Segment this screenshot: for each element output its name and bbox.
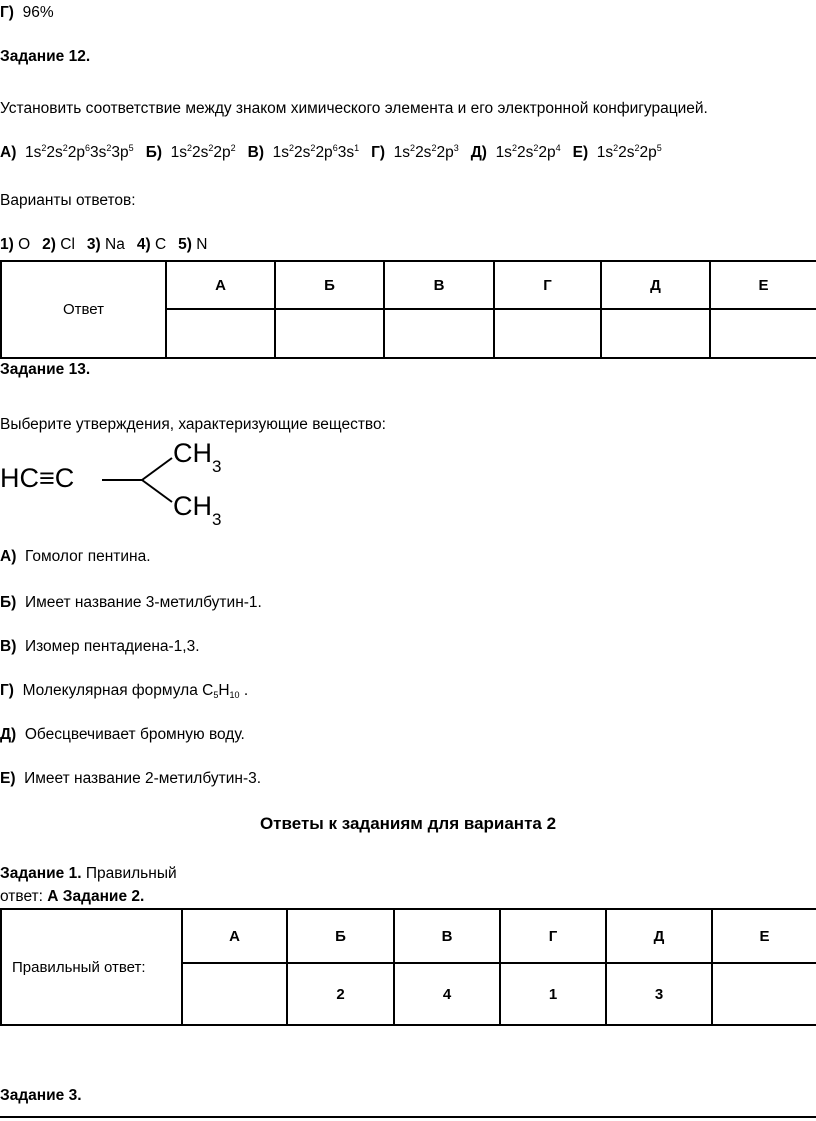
task-12-table-value-cell[interactable]	[384, 309, 494, 358]
task-1-answer: А	[47, 888, 59, 905]
answer-table-header-cell: Б	[287, 909, 394, 963]
task-1-text: Правильный	[85, 865, 177, 882]
answer-table-header-cell: Г	[500, 909, 606, 963]
variant-item: 4) C	[136, 236, 167, 253]
configuration-option: Б) $1s^22s^22p^2$	[145, 143, 236, 161]
formula-lower-methyl: $CH_3$	[173, 491, 222, 529]
statement-item: Г) Молекулярная формула $C_5H_{10}$ .	[0, 682, 249, 700]
task-12-table-header-cell: А	[166, 261, 275, 309]
answer-task-2-table	[0, 908, 816, 1026]
task-3-title: Задание 3.	[0, 1087, 82, 1104]
task-2-title: Задание 2.	[62, 888, 145, 905]
answer-table-header-cell: А	[182, 909, 287, 963]
statement-item: А) Гомолог пентина.	[0, 548, 151, 565]
answer-value: 96%	[22, 4, 54, 21]
task-1-title: Задание 1.	[0, 865, 82, 882]
statement-item: Б) Имеет название 3-метилбутин-1.	[0, 594, 262, 611]
task-12-title: Задание 12.	[0, 48, 91, 65]
task-12-answer-table	[0, 260, 816, 359]
answer-table-value-cell[interactable]: 1	[500, 963, 606, 1025]
answer-table-value-cell[interactable]	[712, 963, 816, 1025]
answer-table-value-cell[interactable]: 2	[287, 963, 394, 1025]
task-12-table-value-cell[interactable]	[601, 309, 710, 358]
task-12-table-header-cell: Г	[494, 261, 601, 309]
variant-item: 5) N	[178, 236, 208, 253]
answer-task-1-line-2	[0, 888, 144, 906]
variants-list	[0, 236, 219, 254]
answer-table-header-cell: Д	[606, 909, 712, 963]
task-12-table-header-cell: Д	[601, 261, 710, 309]
variants-label: Варианты ответов:	[0, 192, 136, 209]
structural-formula	[0, 436, 260, 529]
configuration-option: В) $1s^22s^22p^63s^1$	[247, 143, 360, 161]
task-12-table-header-cell: Б	[275, 261, 384, 309]
answer-label: Ответ	[1, 261, 166, 358]
configuration-option: Е) $1s^22s^22p^5$	[572, 143, 662, 161]
previous-answer-line	[0, 4, 54, 22]
task-12-table-value-cell[interactable]	[166, 309, 275, 358]
configuration-option: А) $1s^22s^22p^63s^23p^5$	[0, 143, 134, 161]
electron-configurations	[0, 144, 674, 162]
formula-main: HC≡C	[0, 463, 75, 493]
answer-table-header-cell: В	[394, 909, 500, 963]
answer-table-header-cell: Е	[712, 909, 816, 963]
variant-item: 1) O	[0, 236, 31, 253]
variant-item: 3) Na	[86, 236, 125, 253]
correct-answer-label: Правильный ответ:	[1, 909, 182, 1025]
statement-item: Е) Имеет название 2-метилбутин-3.	[0, 770, 262, 787]
answers-heading: Ответы к заданиям для варианта 2	[259, 814, 557, 833]
task-12-table-value-cell[interactable]	[710, 309, 816, 358]
answer-table-value-cell[interactable]: 4	[394, 963, 500, 1025]
task-12-table-value-cell[interactable]	[275, 309, 384, 358]
task-12-instruction: Установить соответствие между знаком химического элемента и его электронной конфигурацией.	[0, 100, 708, 117]
answer-table-value-cell[interactable]	[182, 963, 287, 1025]
configuration-option: Г) $1s^22s^22p^3$	[371, 143, 459, 161]
task-1-prefix: ответ:	[0, 888, 43, 905]
task-13-title: Задание 13.	[0, 361, 91, 378]
configuration-option: Д) $1s^22s^22p^4$	[470, 143, 561, 161]
statement-item: В) Изомер пентадиена-1,3.	[0, 638, 200, 655]
bottom-divider	[0, 1116, 816, 1118]
answer-task-1-line	[0, 865, 177, 883]
variant-item: 2) Cl	[42, 236, 75, 253]
statement-item: Д) Обесцвечивает бромную воду.	[0, 726, 245, 743]
formula-upper-methyl: $CH_3$	[173, 438, 222, 476]
answer-table-value-cell[interactable]: 3	[606, 963, 712, 1025]
task-12-table-header-cell: Е	[710, 261, 816, 309]
task-13-instruction: Выберите утверждения, характеризующие вещество:	[0, 416, 386, 433]
task-12-table-header-cell: В	[384, 261, 494, 309]
answer-letter: Г)	[0, 4, 14, 21]
task-12-table-value-cell[interactable]	[494, 309, 601, 358]
